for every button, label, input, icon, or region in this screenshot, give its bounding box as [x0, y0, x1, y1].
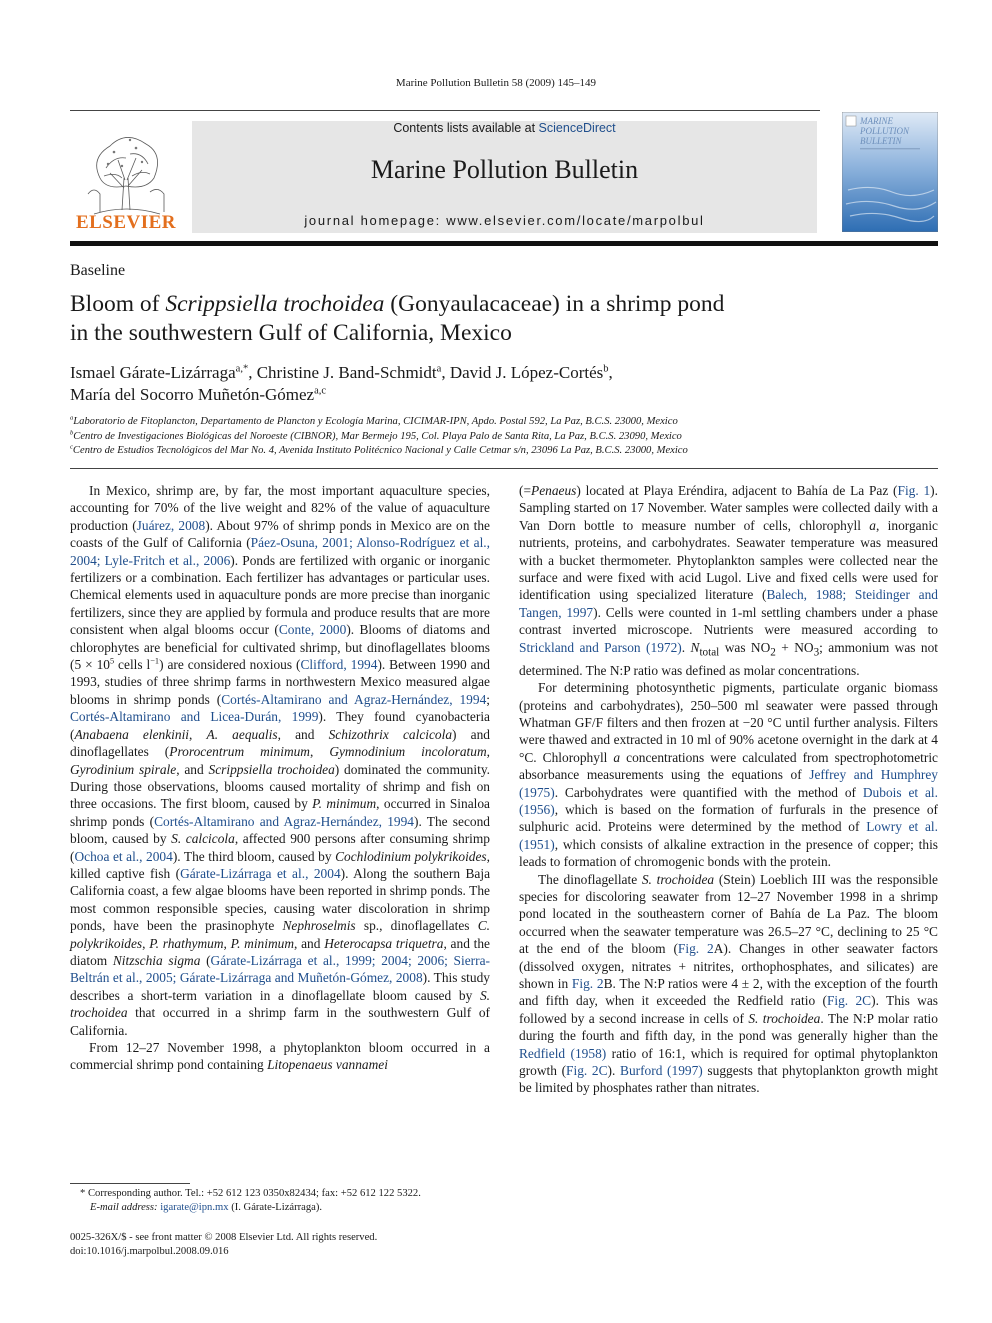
journal-cover-thumbnail [842, 112, 938, 232]
author-1[interactable]: Ismael Gárate-Lizárraga$^{a,*}$ [70, 363, 249, 382]
corresponding-author-footnote: * Corresponding author. Tel.: +52 612 123 0350x82434; fax: +52 612 122 5322. E-mail address: igarate@ipn.mx (I. Gárate-Lizárraga). [80, 1188, 421, 1213]
email-link[interactable]: igarate@ipn.mx [160, 1202, 229, 1213]
figure-link[interactable]: Fig. 2C [566, 1063, 608, 1079]
citation-link[interactable]: Cortés-Altamirano and Agraz-Hernández, 1994 [221, 691, 487, 707]
citation-link[interactable]: Cortés-Altamirano and Licea-Durán, 1999 [70, 709, 319, 725]
paragraph: (=Penaeus) located at Playa Eréndira, adjacent to Bahía de La Paz (Fig. 1). Sampling started on 17 November. Water samples were collected daily with a Van Dorn bottle to measure number of cells, chlorophyll a, inorganic nutrients, proteins, and carbohydrates. Seawater temperature was measured with a bucket thermometer. Phytoplankton samples were collected near the surface and were fixed with acid Lugol. Live and fixed cells were used for identification using specialized literature (Balech, 1988; Steidinger and Tangen, 1997). Cells were counted in 1-ml settling chambers under a phase contrast inverted microscope. Nutrients were measured according to Strickland and Parson (1972). $N_{total}$ was $NO_2 + NO_3$; ammonium was not determined. The N:P ratio was defined as molar concentrations. [519, 483, 939, 678]
citation-link[interactable]: Clifford, 1994 [300, 657, 378, 673]
article-title [70, 290, 850, 348]
issn-line: 0025-326X/$ - see front matter © 2008 Elsevier Ltd. All rights reserved. [70, 1232, 378, 1243]
elsevier-wordmark: ELSEVIER [75, 212, 177, 233]
sciencedirect-link[interactable]: ScienceDirect [538, 121, 616, 135]
figure-link[interactable]: Fig. 2 [571, 976, 604, 992]
body-column-right [519, 482, 938, 1097]
title-line2: in the southwestern Gulf of California, Mexico [70, 320, 512, 346]
citation-link[interactable]: Strickland and Parson (1972) [519, 639, 682, 655]
citation-link[interactable]: Jeffrey and Humphrey (1975) [519, 767, 938, 800]
cover-title-3: BULLETIN [860, 136, 902, 146]
citation-link[interactable]: Gárate-Lizárraga et al., 1999; 2004; 2006; Sierra-Beltrán et al., 2005; Gárate-Lizárraga and Muñetón-Gómez, 2008 [70, 952, 490, 986]
citation-link[interactable]: Redfield (1958) [519, 1045, 607, 1061]
citation-link[interactable]: Burford (1997) [620, 1063, 703, 1079]
affiliation-a: $^a$Laboratorio de Fitoplancton, Departamento de Plancton y Ecología Marina, CICIMAR-IPN, Apdo. Postal 592, La Paz, B.C.S. 23000, Mexico [70, 414, 678, 427]
journal-homepage[interactable]: journal homepage: www.elsevier.com/locate/marpolbul [304, 213, 705, 228]
affiliation-divider [70, 468, 938, 469]
citation-link[interactable]: Cortés-Altamirano and Agraz-Hernández, 1994 [154, 813, 414, 829]
citation-link[interactable]: Conte, 2000 [278, 622, 347, 638]
affiliation-b: $^b$Centro de Investigaciones Biológicas del Noroeste (CIBNOR), Mar Bermejo 195, Col. Playa Palo de Santa Rita, La Paz, B.C.S. 23090, Mexico [70, 429, 682, 442]
citation-link[interactable]: Balech, 1988; Steidinger and Tangen, 1997 [519, 587, 938, 620]
paragraph: The dinoflagellate S. trochoidea (Stein) Loeblich III was the responsible species for discoloring seawater from 12–27 November 1998 in a shrimp pond located in the southeastern corner of Bahía de La Paz. The bloom occurred when the seawater temperature was 26.5–27 °C, declining to 25 °C at the end of the bloom (Fig. 2A). Changes in other seawater factors (dissolved oxygen, nitrates + nitrites, orthophosphates, and silicates) are shown in Fig. 2B. The N:P ratios were 4 ± 2, with the exception of the fourth and fifth day, when it exceeded the Redfield ratio (Fig. 2C). This was followed by a second increase in cells of S. trochoidea. The N:P molar ratio during the fourth and fifth day, in the pond was generally higher than the Redfield (1958) ratio of 16:1, which is required for optimal phytoplankton growth (Fig. 2C). Burford (1997) suggests that phytoplankton growth might be limited by phosphates rather than nitrates. [519, 871, 939, 1096]
contents-prefix: Contents lists available at [393, 121, 539, 135]
contents-line [192, 121, 817, 135]
citation-link[interactable]: Páez-Osuna, 2001; Alonso-Rodríguez et al., 2004; Lyle-Fritch et al., 2006 [70, 535, 490, 568]
paragraph: In Mexico, shrimp are, by far, the most important aquaculture species, accounting for 70% of the live weight and 82% of the value of aquaculture production (Juárez, 2008). About 97% of shrimp ponds in Mexico are on the coasts of the Gulf of California (Páez-Osuna, 2001; Alonso-Rodríguez et al., 2004; Lyle-Fritch et al., 2006). Ponds are fertilized with organic or inorganic fertilizers or a combination. Each fertilizer has advantages or particular uses. Chemical elements used in aquaculture ponds are more precise than inorganic fertilizers, since they are applied by formula and produce results that are more consistent when algal blooms occur (Conte, 2000). Blooms of diatoms and chlorophytes are beneficial for cultivated shrimp, but dinoflagellates blooms ($5 \times 10^5$ cells $l^{-1}$) are considered noxious (Clifford, 1994). Between 1990 and 1993, studies of three shrimp farms in northwestern Mexico measured algae blooms in shrimp ponds (Cortés-Altamirano and Agraz-Hernández, 1994; Cortés-Altamirano and Licea-Durán, 1999). They found cyanobacteria (Anabaena elenkinii, A. aequalis, and Schizothrix calcicola) and dinoflagellates (Prorocentrum minimum, Gymnodinium incoloratum, Gyrodinium spirale, and Scrippsiella trochoidea) dominated the community. During those observations, blooms caused mortality of shrimp and fish on three occasions. The first bloom, caused by P. minimum, occurred in Sinaloa shrimp ponds (Cortés-Altamirano and Agraz-Hernández, 1994). The second bloom, caused by S. calcicola, affected 900 persons after consuming shrimp (Ochoa et al., 2004). The third bloom, caused by Cochlodinium polykrikoides, killed captive fish (Gárate-Lizárraga et al., 2004). Along the southern Baja California coast, a few algae blooms have been reported in shrimp ponds. The most common responsible species, causing water discoloration in shrimp ponds, have been the prasinophyte Nephroselmis sp., dinoflagellates C. polykrikoides, P. rhathymum, P. minimum, and Heterocapsa triquetra, and the diatom Nitzschia sigma (Gárate-Lizárraga et al., 1999; 2004; 2006; Sierra-Beltrán et al., 2005; Gárate-Lizárraga and Muñetón-Gómez, 2008). This study describes a short-term variation in a dinoflagellate bloom caused by S. trochoidea that occurred in a shrimp farm in the southwestern Gulf of California. [70, 483, 491, 1038]
affiliation-c: $^c$Centro de Estudios Tecnológicos del Mar No. 4, Avenida Instituto Politécnico Nacional y Calle Cetmar s/n, 23096 La Paz, B.C.S. 23000, Mexico [70, 443, 688, 456]
header-divider [70, 110, 820, 111]
title-part2: (Gonyaulacaceae) in a shrimp pond [384, 291, 725, 317]
citation-link[interactable]: Dubois et al. (1956) [519, 784, 938, 817]
citation-link[interactable]: Ochoa et al., 2004 [74, 848, 173, 864]
citation-link[interactable]: Gárate-Lizárraga et al., 2004 [180, 865, 341, 881]
citation-link[interactable]: Juárez, 2008 [136, 517, 206, 533]
cover-title-1: MARINE [860, 116, 893, 126]
journal-title: Marine Pollution Bulletin [370, 155, 639, 184]
journal-citation: Marine Pollution Bulletin 58 (2009) 145–149 [395, 77, 597, 89]
title-species: Scrippsiella trochoidea [165, 291, 385, 317]
paragraph: From 12–27 November 1998, a phytoplankton bloom occurred in a commercial shrimp pond containing Litopenaeus vannamei [70, 1040, 490, 1073]
publication-info [70, 1231, 490, 1259]
body-column-left [70, 482, 490, 1074]
author-4[interactable]: María del Socorro Muñetón-Gómez$^{a,c}$ [70, 385, 327, 404]
author-3[interactable]: David J. López-Cortés$^b$ [449, 363, 609, 382]
citation-link[interactable]: Lowry et al. (1951) [519, 819, 939, 852]
figure-link[interactable]: Fig. 1 [897, 483, 931, 498]
header-thick-rule [70, 241, 938, 246]
footnote-divider [70, 1183, 190, 1184]
figure-link[interactable]: Fig. 2 [677, 941, 714, 957]
doi-line[interactable]: doi:10.1016/j.marpolbul.2008.09.016 [70, 1246, 229, 1257]
paragraph: For determining photosynthetic pigments, particulate organic biomass (proteins and carbohydrates), 250–500 ml seawater were passed through Whatman GF/F filters and then frozen at −20 °C until further analysis. Filters were thawed and extracted in 10 ml of 90% acetone overnight in the dark at 4 °C. Chlorophyll a concentrations were calculated from spectrophotometric absorbance measurements using the equations of Jeffrey and Humphrey (1975). Carbohydrates were quantified with the method of Dubois et al. (1956), which is based on the formation of furfurals in the presence of sulphuric acid. Proteins were determined by the method of Lowry et al. (1951), which consists of alkaline extraction in the presence of copper; this leads to formation of chromogenic bonds with the protein. [519, 680, 939, 870]
author-2[interactable]: Christine J. Band-Schmidt$^a$ [256, 363, 442, 382]
section-label: Baseline [70, 262, 126, 279]
title-part1: Bloom of [70, 291, 166, 317]
author-list: Ismael Gárate-Lizárraga$^{a,*}$, Christine J. Band-Schmidt$^a$, David J. López-Cortés$^b$, María del Socorro Muñetón-Gómez$^{a,c}$ [70, 363, 613, 404]
figure-link[interactable]: Fig. 2C [826, 993, 872, 1009]
cover-title-2: POLLUTION [860, 126, 910, 136]
